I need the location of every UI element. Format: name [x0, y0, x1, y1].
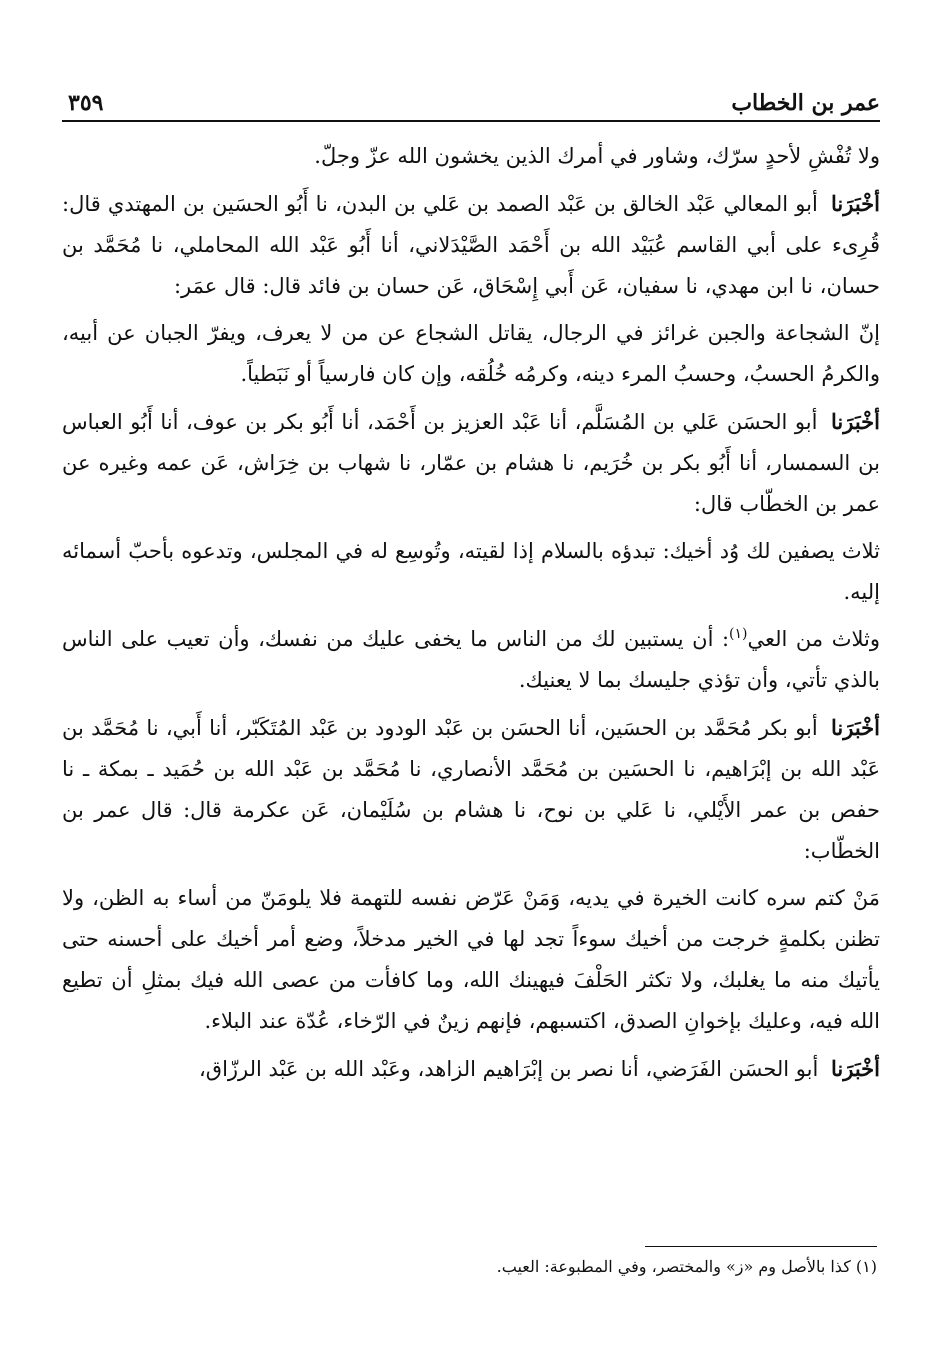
paragraph — [62, 531, 880, 613]
book-page — [62, 82, 880, 1096]
paragraph-text-before: وثلاث من العي — [747, 627, 880, 651]
paragraph — [62, 401, 880, 525]
paragraph — [62, 619, 880, 701]
body-text — [62, 136, 880, 1090]
paragraph-text: ثلاث يصفين لك وُد أخيك: تبدؤه بالسلام إذا لقيته، وتُوسِع له في المجلس، وتدعوه بأحبّ أسمائه إليه. — [62, 539, 880, 604]
paragraph-text: أبو المعالي عَبْد الخالق بن عَبْد الصمد بن عَلي بن البدن، نا أَبُو الحسَين بن المهتدي قال: قُرِىء على أبي القاسم عُبَيْد الله بن أَحْمَد الصَّيْدَلاني، أنا أَبُو عَبْد الله المحاملي، نا مُحَمَّد بن حسان، نا ابن مهدي، نا سفيان، عَن أَبي إِسْحَاق، عَن حسان بن فائد قال: قال عمَر: — [62, 192, 880, 298]
footnote-text: كذا بالأصل وم «ز» والمختصر، وفي المطبوعة: العيب. — [496, 1257, 851, 1276]
paragraph — [62, 1048, 880, 1090]
footnote-number: (١) — [855, 1257, 877, 1276]
page-header — [62, 82, 880, 122]
paragraph-text: مَنْ كتم سره كانت الخيرة في يديه، وَمَنْ عَرّض نفسه للتهمة فلا يلومَنّ من أساء به الظن، ولا تظنن بكلمةٍ خرجت من أخيك سوءاً تجد لها في الخير مدخلاً، وضع أمر أخيك على أحسنه حتى يأتيك منه ما يغلبك، ولا تكثر الحَلْفَ فيهينك الله، وما كافأت من عصى الله فيك بمثلِ أن تطيع الله فيه، وعليك بإخوانِ الصدق، اكتسبهم، فإنهم زينٌ في الرّخاء، عُدّة عند البلاء. — [62, 886, 880, 1033]
footnote-divider — [645, 1246, 877, 1247]
paragraph — [62, 313, 880, 395]
paragraph-text: أبو الحسَن الفَرَضي، أنا نصر بن إبْرَاهيم الزاهد، وعَبْد الله بن عَبْد الرزّاق، — [199, 1057, 819, 1081]
paragraph-text: ولا تُفْشِ لأحدٍ سرّك، وشاور في أمرك الذين يخشون الله عزّ وجلّ. — [314, 144, 880, 168]
footnote — [59, 1254, 877, 1280]
page-number: ٣٥٩ — [68, 90, 104, 116]
paragraph-text: : أن يستبين لك من الناس ما يخفى عليك من نفسك، وأن تعيب على الناس بالذي تأتي، وأن تؤذي جليسك بما لا يعنيك. — [62, 627, 880, 692]
paragraph-text: أبو بكر مُحَمَّد بن الحسَين، أنا الحسَن بن عَبْد الودود بن عَبْد المُتَكَبّر، أنا أَبي، نا مُحَمَّد بن عَبْد الله بن إبْرَاهيم، نا الحسَين بن مُحَمَّد الأنصاري، نا مُحَمَّد بن عَبْد الله بن حُمَيد ـ بمكة ـ نا حفص بن عمر الأَيْلي، نا عَلي بن نوح، نا هشام بن سُلَيْمان، عَن عكرمة قال: قال عمر بن الخطّاب: — [62, 716, 880, 863]
paragraph-text: أبو الحسَن عَلي بن المُسَلَّم، أنا عَبْد العزيز بن أَحْمَد، أنا أَبُو بكر بن عوف، أنا أَبُو العباس بن السمسار، أنا أَبُو بكر بن خُرَيم، نا هشام بن عمّار، نا شهاب بن خِرَاش، عَن عمه وغيره عن عمر بن الخطّاب قال: — [62, 410, 881, 516]
paragraph — [62, 183, 880, 307]
paragraph — [62, 707, 880, 872]
paragraph-lead: أخْبَرَنا — [831, 1056, 880, 1081]
paragraph-lead: أخْبَرَنا — [831, 409, 880, 434]
footnote-mark[interactable]: (١) — [729, 626, 748, 642]
paragraph-lead: أخْبَرَنا — [831, 191, 880, 216]
running-title: عمر بن الخطاب — [731, 90, 880, 116]
paragraph — [62, 878, 880, 1042]
paragraph-lead: أخْبَرَنا — [831, 715, 880, 740]
paragraph-text: إنّ الشجاعة والجبن غرائز في الرجال، يقاتل الشجاع عن من لا يعرف، ويفرّ الجبان عن أبيه، والكرمُ الحسبُ، وحسبُ المرء دينه، وكرمُه خُلُقه، وإن كان فارسياً أو نَبَطياً. — [62, 321, 880, 386]
paragraph — [62, 136, 880, 177]
